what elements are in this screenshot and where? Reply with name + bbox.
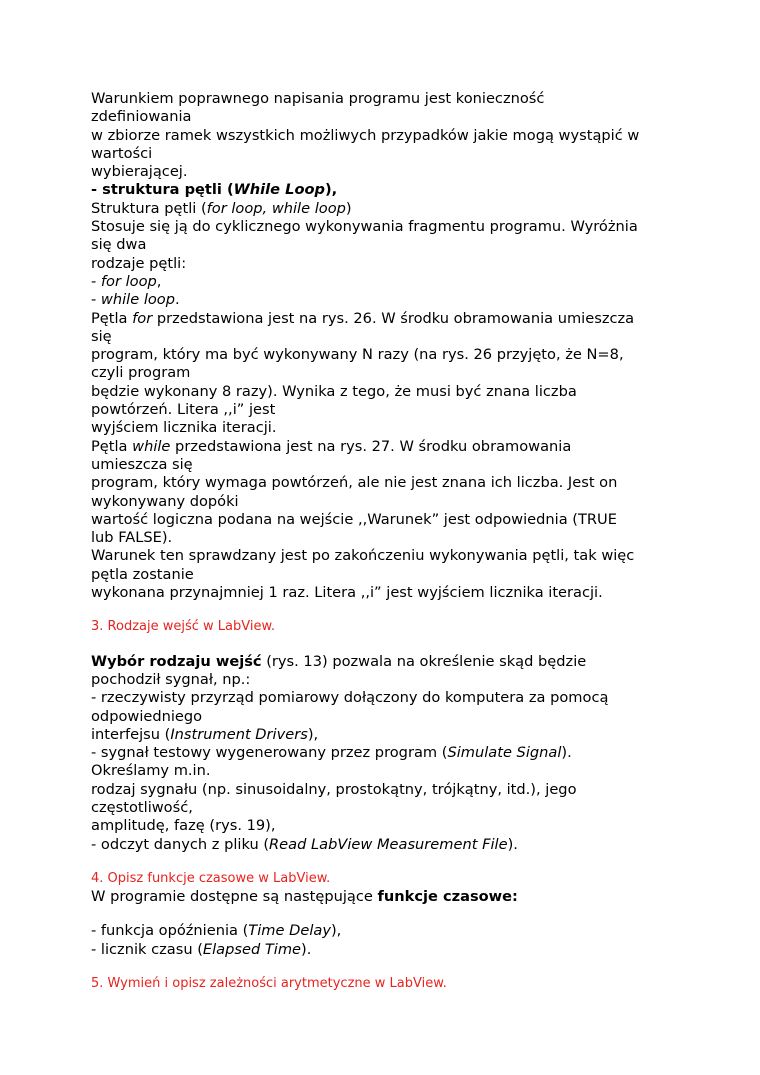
text-line: umieszcza się	[91, 455, 193, 473]
time-delay-item: - funkcja opóźnienia (Time Delay),	[91, 922, 342, 940]
text-line: rodzaj sygnału (np. sinusoidalny, prostokątny, trójkątny, itd.), jego	[91, 780, 577, 798]
text-line: będzie wykonany 8 razy). Wynika z tego, że musi być znana liczba	[91, 382, 577, 400]
input-selection-line: Wybór rodzaju wejść (rys. 13) pozwala na określenie skąd będzie	[91, 652, 587, 670]
text-line: wyjściem licznika iteracji.	[91, 419, 277, 437]
text-line: program, który wymaga powtórzeń, ale nie jest znana ich liczba. Jest on	[91, 474, 618, 492]
text-line: wartość logiczna podana na wejście ,,Warunek” jest odpowiednia (TRUE	[91, 510, 617, 528]
document-page	[91, 90, 681, 993]
text-line: program, który ma być wykonywany N razy (na rys. 26 przyjęto, że N=8,	[91, 346, 624, 364]
for-loop-intro: Pętla for przedstawiona jest na rys. 26. W środku obramowania umieszcza	[91, 309, 635, 327]
time-functions-line: W programie dostępne są następujące funkcje czasowe:	[91, 888, 518, 906]
while-loop-intro: Pętla while przedstawiona jest na rys. 27. W środku obramowania	[91, 437, 572, 455]
text-line: Warunkiem poprawnego napisania programu jest konieczność	[91, 90, 545, 107]
text-line: pętla zostanie	[91, 565, 194, 583]
text-line: Określamy m.in.	[91, 762, 211, 780]
text-line: - rzeczywisty przyrząd pomiarowy dołączony do komputera za pomocą	[91, 689, 609, 707]
read-file-line: - odczyt danych z pliku (Read LabView Measurement File).	[91, 835, 518, 853]
text-line: amplitudę, fazę (rys. 19),	[91, 817, 276, 835]
list-item-while-loop: - while loop.	[91, 291, 180, 309]
while-loop-heading: - struktura pętli (While Loop),	[91, 181, 338, 199]
text-line: Stosuje się ją do cyklicznego wykonywania fragmentu programu. Wyróżnia	[91, 218, 638, 236]
section-heading-5: 5. Wymień i opisz zależności arytmetyczne w LabView.	[91, 976, 447, 992]
text-line: częstotliwość,	[91, 798, 193, 816]
text-line: wybierającej.	[91, 163, 188, 181]
interface-line: interfejsu (Instrument Drivers),	[91, 725, 319, 743]
section-heading-4: 4. Opisz funkcje czasowe w LabView.	[91, 870, 331, 886]
text-line: pochodził sygnał, np.:	[91, 670, 251, 688]
simulate-signal-line: - sygnał testowy wygenerowany przez program (Simulate Signal).	[91, 744, 572, 762]
loop-structure-line: Struktura pętli (for loop, while loop)	[91, 199, 352, 217]
text-line: wykonana przynajmniej 1 raz. Litera ,,i” jest wyjściem licznika iteracji.	[91, 584, 603, 602]
text-line: w zbiorze ramek wszystkich możliwych przypadków jakie mogą wystąpić w	[91, 126, 640, 144]
text-line: rodzaje pętli:	[91, 254, 187, 272]
text-line: powtórzeń. Litera ,,i” jest	[91, 401, 276, 419]
text-line: lub FALSE).	[91, 529, 173, 547]
text-line: Warunek ten sprawdzany jest po zakończeniu wykonywania pętli, tak więc	[91, 547, 635, 565]
list-item-for-loop: - for loop,	[91, 272, 162, 290]
elapsed-time-item: - licznik czasu (Elapsed Time).	[91, 940, 312, 958]
text-line: czyli program	[91, 364, 191, 382]
text-line: się	[91, 327, 112, 345]
text-line: się dwa	[91, 236, 147, 254]
section-heading-3: 3. Rodzaje wejść w LabView.	[91, 619, 276, 635]
text-line: zdefiniowania	[91, 108, 192, 126]
text-line: odpowiedniego	[91, 707, 203, 725]
text-line: wartości	[91, 144, 153, 162]
text-line: wykonywany dopóki	[91, 492, 239, 510]
